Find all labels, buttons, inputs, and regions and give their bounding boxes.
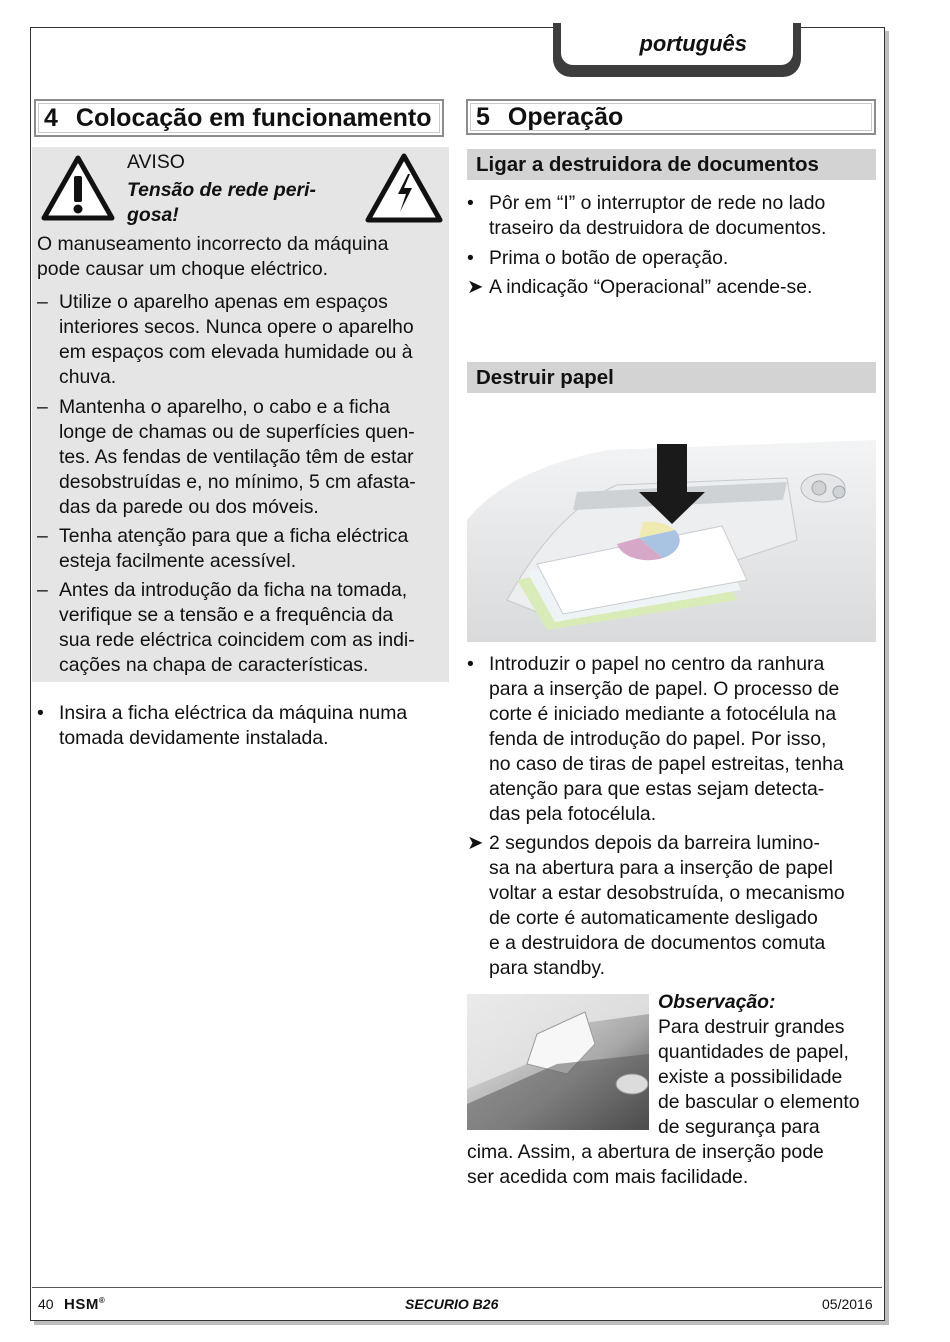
text-line: de segurança para: [658, 1116, 820, 1138]
text-line: para a inserção de papel. O processo de: [489, 678, 840, 700]
subheading-shred-paper: Destruir papel: [467, 362, 876, 393]
footer-rule: [32, 1287, 882, 1288]
text-line: desobstruídas e, no mínimo, 5 cm afasta-: [59, 471, 416, 493]
list-marker: –: [37, 291, 48, 313]
text-line: traseiro da destruidora de documentos.: [489, 217, 827, 239]
text-line: fenda de introdução do papel. Por isso,: [489, 728, 827, 750]
text-line: 2 segundos depois da barreira lumino-: [489, 832, 820, 854]
section-4-number: 4: [44, 103, 58, 132]
text-line: A indicação “Operacional” acende-se.: [489, 276, 813, 298]
list-marker: •: [467, 192, 474, 214]
section-5-number: 5: [476, 102, 490, 131]
text-line: tomada devidamente instalada.: [59, 727, 329, 749]
list-marker: –: [37, 396, 48, 418]
text-line: voltar a estar desobstruída, o mecanismo: [489, 882, 845, 904]
warning-intro: [37, 232, 388, 282]
language-label: português: [561, 23, 793, 65]
result-list-item: [467, 275, 877, 300]
text-line: no caso de tiras de papel estreitas, tenha: [489, 753, 844, 775]
section-5-title: Operação: [507, 102, 624, 131]
warning-list-item: [37, 290, 447, 390]
subheading-switch-on: Ligar a destruidora de documentos: [467, 149, 876, 180]
text-line: Antes da introdução da ficha na tomada,: [59, 579, 408, 601]
text-line: esteja facilmente acessível.: [59, 550, 297, 572]
text-line: sa na abertura para a inserção de papel: [489, 857, 833, 879]
text-line: e a destruidora de documentos comuta: [489, 932, 826, 954]
list-marker: –: [37, 579, 48, 601]
text-line: quantidades de papel,: [658, 1041, 849, 1063]
text-line: chuva.: [59, 366, 117, 388]
text-line: Pôr em “I” o interruptor de rede no lado: [489, 192, 826, 214]
text-line: Para destruir grandes: [658, 1016, 845, 1038]
text-line: corte é iniciado mediante a fotocélula na: [489, 703, 837, 725]
text-line: cações na chapa de características.: [59, 654, 369, 676]
bullet-list-item: [37, 701, 447, 751]
hazard-title-line: Tensão de rede peri-: [127, 179, 316, 201]
result-list-item: [467, 831, 877, 981]
list-marker: ➤: [467, 832, 484, 854]
text-line: pode causar um choque eléctrico.: [37, 258, 329, 280]
brand-logo: [64, 1296, 105, 1313]
text-line: tes. As fendas de ventilação têm de estar: [59, 446, 414, 468]
hazard-title-line: gosa!: [127, 204, 179, 226]
warning-label: AVISO: [127, 151, 185, 173]
warning-list-item: [37, 395, 447, 520]
text-line: Mantenha o aparelho, o cabo e a ficha: [59, 396, 390, 418]
text-line: cima. Assim, a abertura de inserção pode: [467, 1141, 824, 1163]
bullet-list-item: [467, 652, 877, 827]
text-line: O manuseamento incorrecto da máquina: [37, 233, 389, 255]
text-line: Utilize o aparelho apenas em espaços: [59, 291, 388, 313]
note-label: Observação:: [658, 991, 776, 1013]
text-line: de corte é automaticamente desligado: [489, 907, 818, 929]
list-marker: •: [467, 247, 474, 269]
list-marker: •: [37, 702, 44, 724]
warning-list-item: [37, 578, 447, 678]
warning-exclamation-icon: [40, 154, 116, 222]
page-number: 40: [38, 1296, 54, 1312]
list-marker: ➤: [467, 276, 484, 298]
date: 05/2016: [822, 1296, 873, 1312]
text-line: atenção para que estas sejam detecta-: [489, 778, 825, 800]
list-marker: –: [37, 525, 48, 547]
text-line: interiores secos. Nunca opere o aparelho: [59, 316, 414, 338]
text-line: em espaços com elevada humidade ou à: [59, 341, 413, 363]
text-line: existe a possibilidade: [658, 1066, 843, 1088]
text-line: das pela fotocélula.: [489, 803, 657, 825]
text-line: verifique se a tensão e a frequência da: [59, 604, 394, 626]
bullet-list-item: [467, 246, 877, 271]
note-full-text: [467, 1140, 824, 1190]
model-name: SECURIO B26: [405, 1296, 499, 1312]
text-line: longe de chamas ou de superfícies quen-: [59, 421, 415, 443]
brand-mark: ®: [98, 1296, 106, 1305]
brand-name: HSM: [64, 1296, 99, 1313]
text-line: Introduzir o papel no centro da ranhura: [489, 653, 825, 675]
text-line: Insira a ficha eléctrica da máquina numa: [59, 702, 408, 724]
text-line: Prima o botão de operação.: [489, 247, 729, 269]
shredder-feeding-illustration: [467, 430, 876, 642]
text-line: para standby.: [489, 957, 606, 979]
warning-list-item: [37, 524, 447, 574]
text-line: sua rede eléctrica coincidem com as indi-: [59, 629, 415, 651]
list-marker: •: [467, 653, 474, 675]
text-line: de bascular o elemento: [658, 1091, 860, 1113]
electric-hazard-icon: [364, 152, 444, 224]
hazard-title: [127, 178, 316, 228]
note-side-text: [658, 1015, 860, 1140]
text-line: das da parede ou dos móveis.: [59, 496, 319, 518]
bullet-list-item: [467, 191, 877, 241]
text-line: ser acedida com mais facilidade.: [467, 1166, 749, 1188]
safety-flap-photo: [467, 994, 649, 1130]
language-tab: [553, 23, 801, 77]
section-4-title: Colocação em funcionamento: [75, 103, 432, 132]
section-4-heading: [34, 99, 444, 137]
text-line: Tenha atenção para que a ficha eléctrica: [59, 525, 409, 547]
section-5-heading: [466, 99, 876, 135]
